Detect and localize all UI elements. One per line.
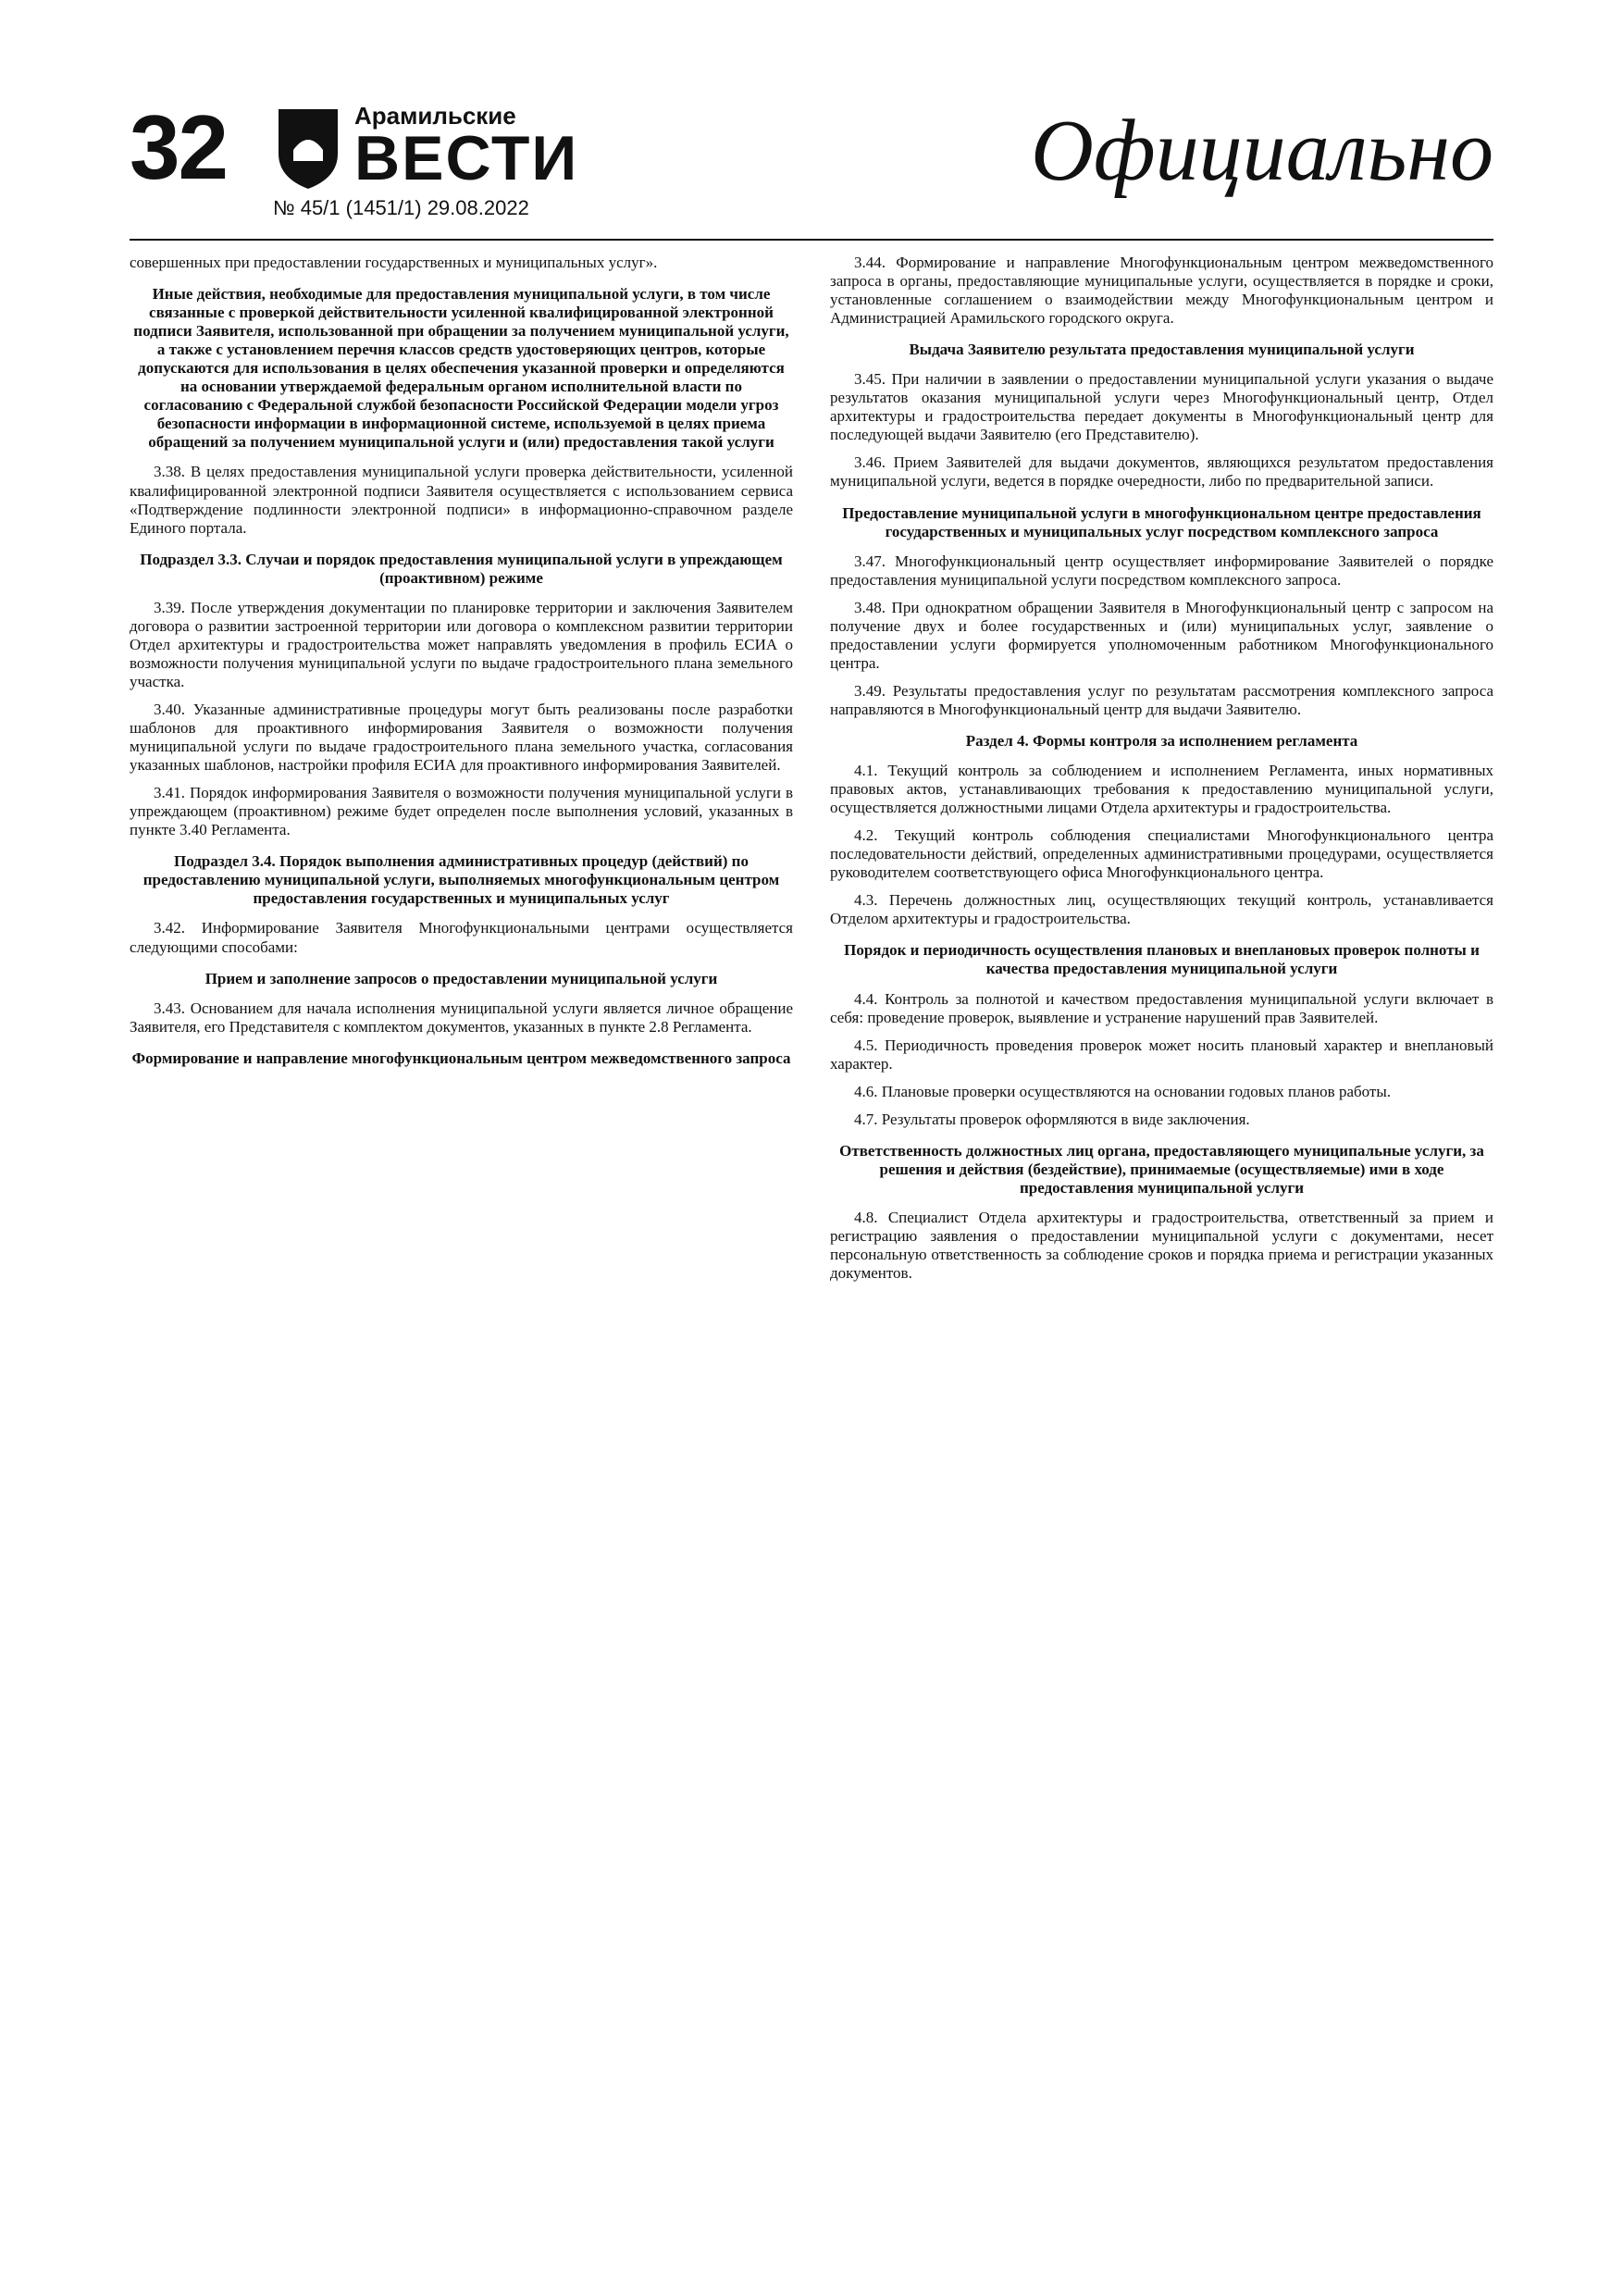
coat-of-arms-icon	[273, 102, 343, 191]
paragraph: 3.44. Формирование и направление Многофункциональным центром межведомственного запроса в органы, предоставляющие муниципальные услуги, осуществляется в порядке и сроки, установленные соглашением о взаимодействии между Многофункциональным центром и Администрацией Арамильского городского округа.	[830, 254, 1493, 328]
paragraph: 3.49. Результаты предоставления услуг по результатам рассмотрения комплексного запроса направляются в Многофункциональный центр для выдачи Заявителю.	[830, 681, 1493, 718]
paragraph: 3.46. Прием Заявителей для выдачи документов, являющихся результатом предоставления муниципальной услуги, ведется в порядке очередности, либо по предварительной записи.	[830, 453, 1493, 490]
right-column	[830, 254, 1493, 1292]
section-heading: Раздел 4. Формы контроля за исполнением регламента	[965, 731, 1358, 750]
section-heading: Формирование и направление многофункциональным центром межведомственного запроса	[131, 1049, 791, 1067]
page-number: 32	[130, 96, 228, 198]
paragraph: 3.43. Основанием для начала исполнения муниципальной услуги является личное обращение Заявителя, его Представителя с комплектом документов, указанных в пункте 2.8 Регламента.	[130, 999, 793, 1036]
section-title: Официально	[1030, 103, 1493, 199]
issue-line: № 45/1 (1451/1) 29.08.2022	[273, 196, 529, 220]
section-heading: Иные действия, необходимые для предоставления муниципальной услуги, в том числе связанные с проверкой действительности усиленной квалифицированной электронной подписи Заявителя, использованной при обращении за получением муниципальной услуги, а также с установлением перечня классов средств удостоверяющих центров, которые допускаются для использования в целях обеспечения указанной проверки и определяются на основании утверждаемой федеральным органом исполнительной власти по согласованию с Федеральной службой безопасности Российской Федерации модели угроз безопасности информации в информационной системе, используемой в целях приема обращений за получением муниципальной услуги и (или) предоставления такой услуги	[133, 285, 789, 452]
section-heading: Порядок и периодичность осуществления плановых и внеплановых проверок полноты и качества предоставления муниципальной услуги	[844, 941, 1480, 978]
paragraph: 4.1. Текущий контроль за соблюдением и исполнением Регламента, иных нормативных правовых актов, устанавливающих требования к предоставлению муниципальной услуги, осуществляется должностными лицами Отдела архитектуры и градостроительства.	[830, 762, 1493, 817]
section-heading: Предоставление муниципальной услуги в многофункциональном центре предоставления государственных и муниципальных услуг посредством комплексного запроса	[842, 503, 1481, 540]
paragraph: 3.41. Порядок информирования Заявителя о возможности получения муниципальной услуги в упреждающем (проактивном) режиме будет определен после выполнения условий, указанных в пункте 3.40 Регламента.	[130, 784, 793, 839]
paragraph: 3.48. При однократном обращении Заявителя в Многофункциональный центр с запросом на получение двух и более государственных и (или) муниципальных услуг, заявление о предоставлении услуги формируется уполномоченным работником Многофункционального центра.	[830, 598, 1493, 672]
section-heading: Подраздел 3.3. Случаи и порядок предоставления муниципальной услуги в упреждающем (проактивном) режиме	[140, 550, 783, 587]
paragraph: совершенных при предоставлении государственных и муниципальных услуг».	[130, 254, 658, 271]
left-column	[130, 254, 793, 1292]
paragraph: 3.38. В целях предоставления муниципальной услуги проверка действительности, усиленной квалифицированной электронной подписи Заявителя осуществляется с использованием сервиса «Подтверждение подлинности электронной подписи» в информационно-справочном разделе Единого портала.	[130, 463, 793, 537]
paragraph: 4.5. Периодичность проведения проверок может носить плановый характер и внеплановый характер.	[830, 1036, 1493, 1073]
section-heading: Прием и заполнение запросов о предоставлении муниципальной услуги	[204, 969, 718, 987]
paragraph: 3.47. Многофункциональный центр осуществляет информирование Заявителей о порядке предоставления муниципальной услуги посредством комплексного запроса.	[830, 552, 1493, 589]
section-heading: Подраздел 3.4. Порядок выполнения административных процедур (действий) по предоставлению муниципальной услуги, выполняемых многофункциональным центром предоставления государственных и муниципальных услуг	[142, 852, 780, 908]
paragraph: 3.39. После утверждения документации по планировке территории и заключения Заявителем договора о развитии застроенной территории или договора о комплексном развитии территории Отдел архитектуры и градостроительства может направлять уведомления в профиль ЕСИА о возможности получения муниципальной услуги по выдаче градостроительного плана земельного участка.	[130, 598, 793, 690]
paragraph: 3.45. При наличии в заявлении о предоставлении муниципальной услуги указания о выдаче результатов оказания муниципальной услуги через Многофункциональный центр, Отдел архитектуры и градостроительства передает документы в Многофункциональный центр для последующей выдачи Заявителю (его Представителю).	[830, 370, 1493, 444]
paragraph: 4.7. Результаты проверок оформляются в виде заключения.	[854, 1110, 1250, 1128]
paragraph: 4.8. Специалист Отдела архитектуры и градостроительства, ответственный за прием и регистрацию заявления о предоставлении муниципальной услуги с документами, несет персональную ответственность за соблюдение сроков и порядка приема и регистрации указанных документов.	[830, 1208, 1493, 1283]
paragraph: 3.40. Указанные административные процедуры могут быть реализованы после разработки шаблонов для проактивного информирования Заявителя о возможности получения муниципальной услуги по выдаче градостроительного плана земельного участка, согласования указанных шаблонов, настройки профиля ЕСИА для проактивного информирования Заявителей.	[130, 700, 793, 775]
brand-block	[273, 102, 578, 220]
masthead	[130, 96, 1493, 231]
paragraph: 3.42. Информирование Заявителя Многофункциональными центрами осуществляется следующими способами:	[130, 919, 793, 956]
paragraph: 4.6. Плановые проверки осуществляются на основании годовых планов работы.	[854, 1082, 1392, 1100]
paragraph: 4.2. Текущий контроль соблюдения специалистами Многофункционального центра последовательности действий, определенных административными процедурами, осуществляется руководителем соответствующего офиса Многофункционального центра.	[830, 826, 1493, 882]
header-rule	[130, 239, 1493, 241]
article-columns	[130, 254, 1493, 1292]
section-heading: Ответственность должностных лиц органа, предоставляющего муниципальные услуги, за решения и действия (бездействие), принимаемые (осуществляемые) ими в ходе предоставления муниципальной услуги	[839, 1141, 1484, 1197]
brand-top: Арамильские	[354, 102, 516, 130]
paragraph: 4.4. Контроль за полнотой и качеством предоставления муниципальной услуги включает в себя: проведение проверок, выявление и устранение нарушений прав Заявителей.	[830, 989, 1493, 1026]
paragraph: 4.3. Перечень должностных лиц, осуществляющих текущий контроль, устанавливается Отделом архитектуры и градостроительства.	[830, 891, 1493, 928]
section-heading: Выдача Заявителю результата предоставления муниципальной услуги	[909, 341, 1415, 359]
brand-main: ВЕСТИ	[354, 123, 579, 193]
